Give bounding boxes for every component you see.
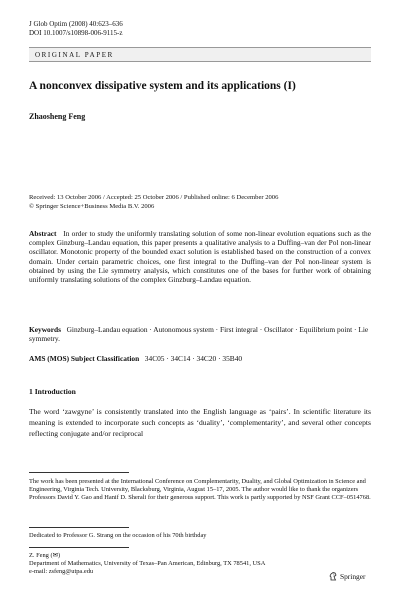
author-email[interactable]: e-mail: zsfeng@utpa.edu bbox=[29, 567, 94, 575]
doi[interactable]: DOI 10.1007/s10898-006-9115-z bbox=[29, 29, 123, 37]
section-type-bar bbox=[29, 47, 371, 62]
footnote-dedication: Dedicated to Professor G. Strang on the occasion of his 70th birthday bbox=[29, 532, 207, 539]
article-title: A nonconvex dissipative system and its applications (I) bbox=[29, 80, 296, 92]
address-divider bbox=[29, 547, 129, 548]
author-address bbox=[29, 552, 265, 575]
journal-citation: J Glob Optim (2008) 40:623–636 bbox=[29, 20, 123, 28]
section-body: The word ‘zawgyne’ is consistently translated into the English language as ‘pairs’. In scientific literature its meaning is extended to incorporate such concepts as ‘duality’, ‘complementarity’, and several other concepts reflecting conjugate and/or reciprocal bbox=[29, 407, 371, 438]
abstract bbox=[29, 229, 371, 284]
keywords-label: Keywords bbox=[29, 325, 62, 334]
author-name: Zhaosheng Feng bbox=[29, 112, 86, 121]
keywords-text: Ginzburg–Landau equation · Autonomous system · First integral · Oscillator · Equilibrium point · Lie symmetry. bbox=[29, 325, 369, 344]
department: Department of Mathematics, University of Texas–Pan American, Edinburg, TX 78541, USA bbox=[29, 559, 266, 567]
footnote-divider bbox=[29, 472, 129, 473]
subject-classification bbox=[29, 354, 242, 363]
footnote-presentation: The work has been presented at the International Conference on Complementarity, Duality, and Global Optimization in Science and Engineering, Virginia Tech. University, Blacksburg, Virginia, August 15–17, 2005. The author would like to thank the organizers Professors David Y. Gao and Hanif D. Sherali for their generous support. This work is partly supported by NSF Grant CCF–0514768. bbox=[29, 478, 371, 501]
publisher-name: Springer bbox=[340, 571, 366, 581]
keywords bbox=[29, 325, 371, 343]
abstract-label: Abstract bbox=[29, 229, 57, 238]
section-type-label: ORIGINAL PAPER bbox=[35, 50, 114, 59]
springer-knight-icon bbox=[328, 571, 338, 581]
section-heading: 1 Introduction bbox=[29, 387, 76, 396]
dedication-divider bbox=[29, 527, 129, 528]
publisher-logo bbox=[328, 571, 365, 581]
corresponding-author: Z. Feng (✉) bbox=[29, 552, 61, 559]
copyright-line: © Springer Science+Business Media B.V. 2006 bbox=[29, 203, 155, 210]
ams-label: AMS (MOS) Subject Classification bbox=[29, 354, 140, 363]
publication-dates bbox=[29, 193, 278, 211]
journal-info bbox=[29, 20, 123, 38]
ams-codes: 34C05 · 34C14 · 34C20 · 35B40 bbox=[144, 354, 243, 363]
received-accepted-dates: Received: 13 October 2006 / Accepted: 25 October 2006 / Published online: 6 December 2006 bbox=[29, 194, 279, 201]
abstract-text: In order to study the uniformly translating solution of some non-linear evolution equations such as the complex Ginzburg–Landau equation, this paper presents a qualitative analysis to a Duffing–van der Pol non-linear oscillator. Monotonic property of the bounded exact solution is established based on the construction of a convex domain. Under certain parametric choices, one first integral to the Duffing–van der Pol non-linear system is obtained by using the Lie symmetry analysis, which constitutes one of the bases for further work of obtaining uniformly translating solutions of the complex Ginzburg–Landau equation. bbox=[29, 229, 372, 285]
